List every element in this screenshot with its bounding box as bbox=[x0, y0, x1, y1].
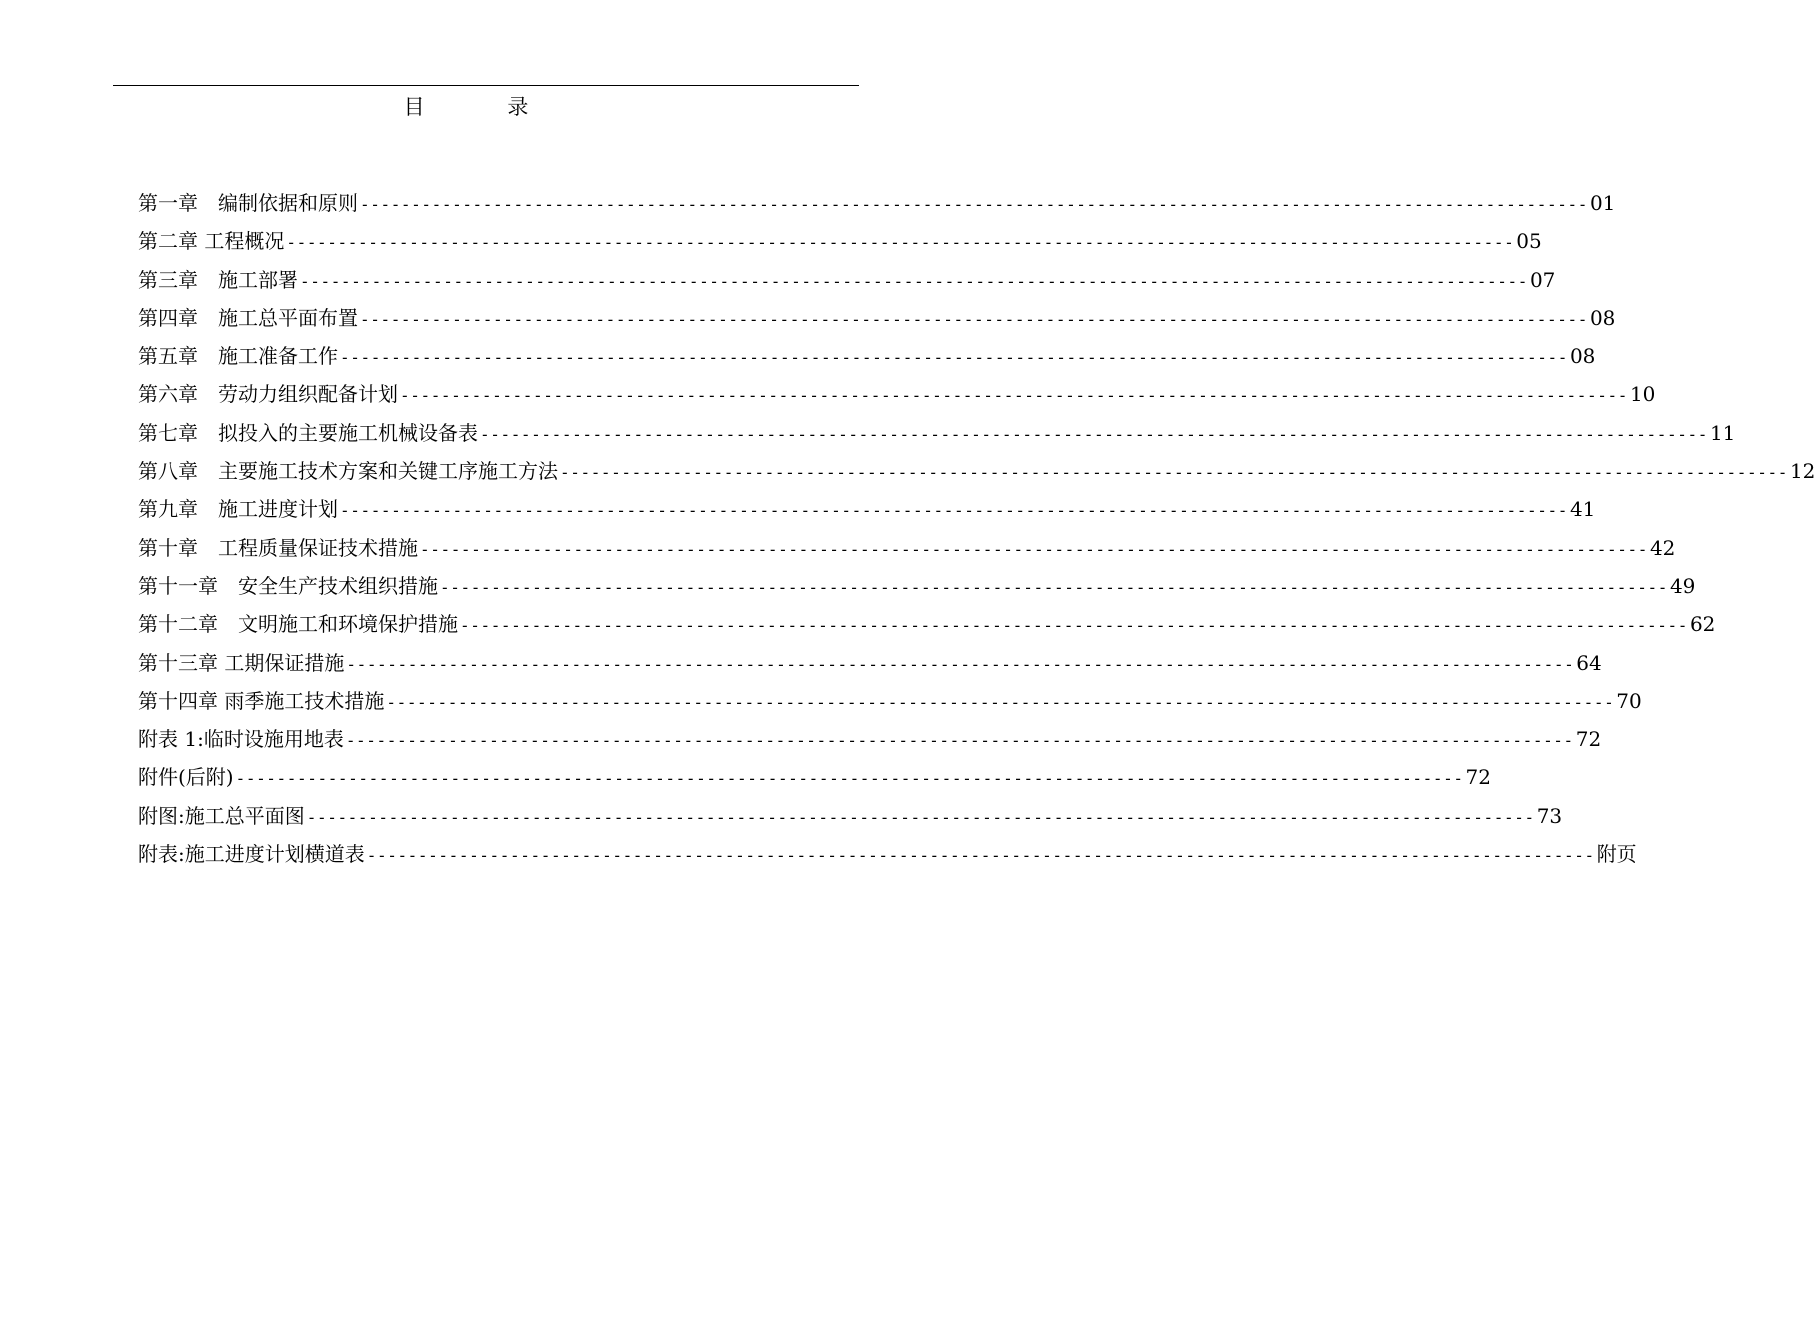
toc-dot-leader: ------------------------------------------------------------------------------------------------------------------------ bbox=[460, 616, 1688, 636]
toc-dot-leader: ------------------------------------------------------------------------------------------------------------------------ bbox=[386, 692, 1615, 712]
toc-entry-page: 62 bbox=[1689, 612, 1716, 637]
toc-entry bbox=[138, 569, 1696, 607]
toc-dot-leader: ------------------------------------------------------------------------------------------------------------------------ bbox=[340, 501, 1568, 521]
toc-dot-leader: ------------------------------------------------------------------------------------------------------------------------ bbox=[366, 846, 1595, 866]
toc-entry-label: 第十章 工程质量保证技术措施 bbox=[138, 535, 418, 560]
toc-entry-label: 第十一章 安全生产技术组织措施 bbox=[138, 573, 438, 598]
toc-dot-leader: ------------------------------------------------------------------------------------------------------------------------ bbox=[420, 539, 1648, 559]
toc-dot-leader: ------------------------------------------------------------------------------------------------------------------------ bbox=[346, 654, 1575, 674]
toc-dot-leader: ------------------------------------------------------------------------------------------------------------------------ bbox=[360, 309, 1588, 329]
toc-title: 目 录 bbox=[403, 95, 567, 119]
toc-entry bbox=[138, 646, 1602, 684]
toc-dot-leader: ------------------------------------------------------------------------------------------------------------------------ bbox=[300, 271, 1528, 291]
toc-entry-page: 07 bbox=[1529, 267, 1556, 292]
toc-entry-label: 第八章 主要施工技术方案和关键工序施工方法 bbox=[138, 459, 558, 484]
toc-entry-label: 第七章 拟投入的主要施工机械设备表 bbox=[138, 420, 478, 445]
toc-entry-page: 64 bbox=[1576, 650, 1602, 675]
toc-entry bbox=[138, 722, 1602, 760]
toc-dot-leader: ------------------------------------------------------------------------------------------------------------------------ bbox=[440, 577, 1668, 597]
toc-entry-label: 第一章 编制依据和原则 bbox=[138, 191, 358, 215]
toc-entry-page: 72 bbox=[1465, 765, 1491, 790]
toc-entry bbox=[138, 607, 1716, 645]
toc-dot-leader: ------------------------------------------------------------------------------------------------------------------------ bbox=[560, 463, 1788, 483]
toc-entry-label: 第四章 施工总平面布置 bbox=[138, 305, 358, 330]
toc-dot-leader: ------------------------------------------------------------------------------------------------------------------------ bbox=[345, 731, 1574, 751]
toc-entry-page: 11 bbox=[1709, 420, 1736, 445]
toc-entry-label: 附件(后附) bbox=[138, 765, 234, 790]
toc-entry-page: 72 bbox=[1575, 727, 1602, 752]
toc-dot-leader: ------------------------------------------------------------------------------------------------------------------------ bbox=[360, 195, 1588, 214]
toc-entry-page: 41 bbox=[1569, 497, 1596, 522]
toc-dot-leader: ------------------------------------------------------------------------------------------------------------------------ bbox=[286, 233, 1515, 253]
toc-entry-label: 第六章 劳动力组织配备计划 bbox=[138, 382, 398, 407]
toc-entry-label: 附图:施工总平面图 bbox=[138, 803, 305, 828]
toc-entry-page: 05 bbox=[1516, 229, 1542, 254]
toc-dot-leader: ------------------------------------------------------------------------------------------------------------------------ bbox=[306, 807, 1535, 827]
toc-entry bbox=[138, 263, 1556, 301]
toc-entry-label: 第十二章 文明施工和环境保护措施 bbox=[138, 612, 458, 637]
toc-entry bbox=[138, 799, 1563, 837]
toc-entry-page: 01 bbox=[1589, 191, 1616, 215]
toc-entry bbox=[138, 531, 1676, 569]
toc-entry bbox=[138, 301, 1616, 339]
toc-entry-page: 10 bbox=[1629, 382, 1656, 407]
header-rule bbox=[113, 85, 859, 86]
toc-dot-leader: ------------------------------------------------------------------------------------------------------------------------ bbox=[480, 424, 1708, 444]
toc-entry-page: 08 bbox=[1569, 344, 1596, 369]
toc-entry-label: 第九章 施工进度计划 bbox=[138, 497, 338, 522]
toc-entry bbox=[138, 377, 1656, 415]
toc-entry bbox=[138, 339, 1596, 377]
toc-entry-label: 第五章 施工准备工作 bbox=[138, 344, 338, 369]
toc-entry-page: 12 bbox=[1789, 459, 1815, 484]
toc-entry-label: 第三章 施工部署 bbox=[138, 267, 298, 292]
toc-entry-page: 42 bbox=[1649, 535, 1676, 560]
toc-entry bbox=[138, 416, 1736, 454]
toc-entry bbox=[138, 186, 1616, 224]
toc-entry bbox=[138, 760, 1491, 798]
toc-entry-page: 70 bbox=[1616, 688, 1642, 713]
toc-dot-leader: ------------------------------------------------------------------------------------------------------------------------ bbox=[235, 769, 1464, 789]
toc-entry bbox=[138, 454, 1815, 492]
toc-dot-leader: ------------------------------------------------------------------------------------------------------------------------ bbox=[400, 386, 1628, 406]
toc-entry-page: 49 bbox=[1669, 573, 1696, 598]
toc-entry bbox=[138, 837, 1637, 875]
toc-entry-label: 第十四章 雨季施工技术措施 bbox=[138, 688, 385, 713]
toc-entry-label: 第十三章 工期保证措施 bbox=[138, 650, 345, 675]
toc-dot-leader: ------------------------------------------------------------------------------------------------------------------------ bbox=[340, 348, 1568, 368]
toc-entry-page: 附页 bbox=[1596, 842, 1637, 867]
toc-entry bbox=[138, 684, 1642, 722]
toc-entry-page: 73 bbox=[1536, 803, 1563, 828]
toc-entry-label: 附表:施工进度计划横道表 bbox=[138, 842, 365, 867]
toc-entry bbox=[138, 224, 1542, 262]
toc-list bbox=[138, 186, 1815, 875]
toc-entry bbox=[138, 492, 1596, 530]
toc-entry-label: 附表 1:临时设施用地表 bbox=[138, 727, 344, 752]
toc-entry-label: 第二章 工程概况 bbox=[138, 229, 285, 254]
toc-entry-page: 08 bbox=[1589, 305, 1616, 330]
